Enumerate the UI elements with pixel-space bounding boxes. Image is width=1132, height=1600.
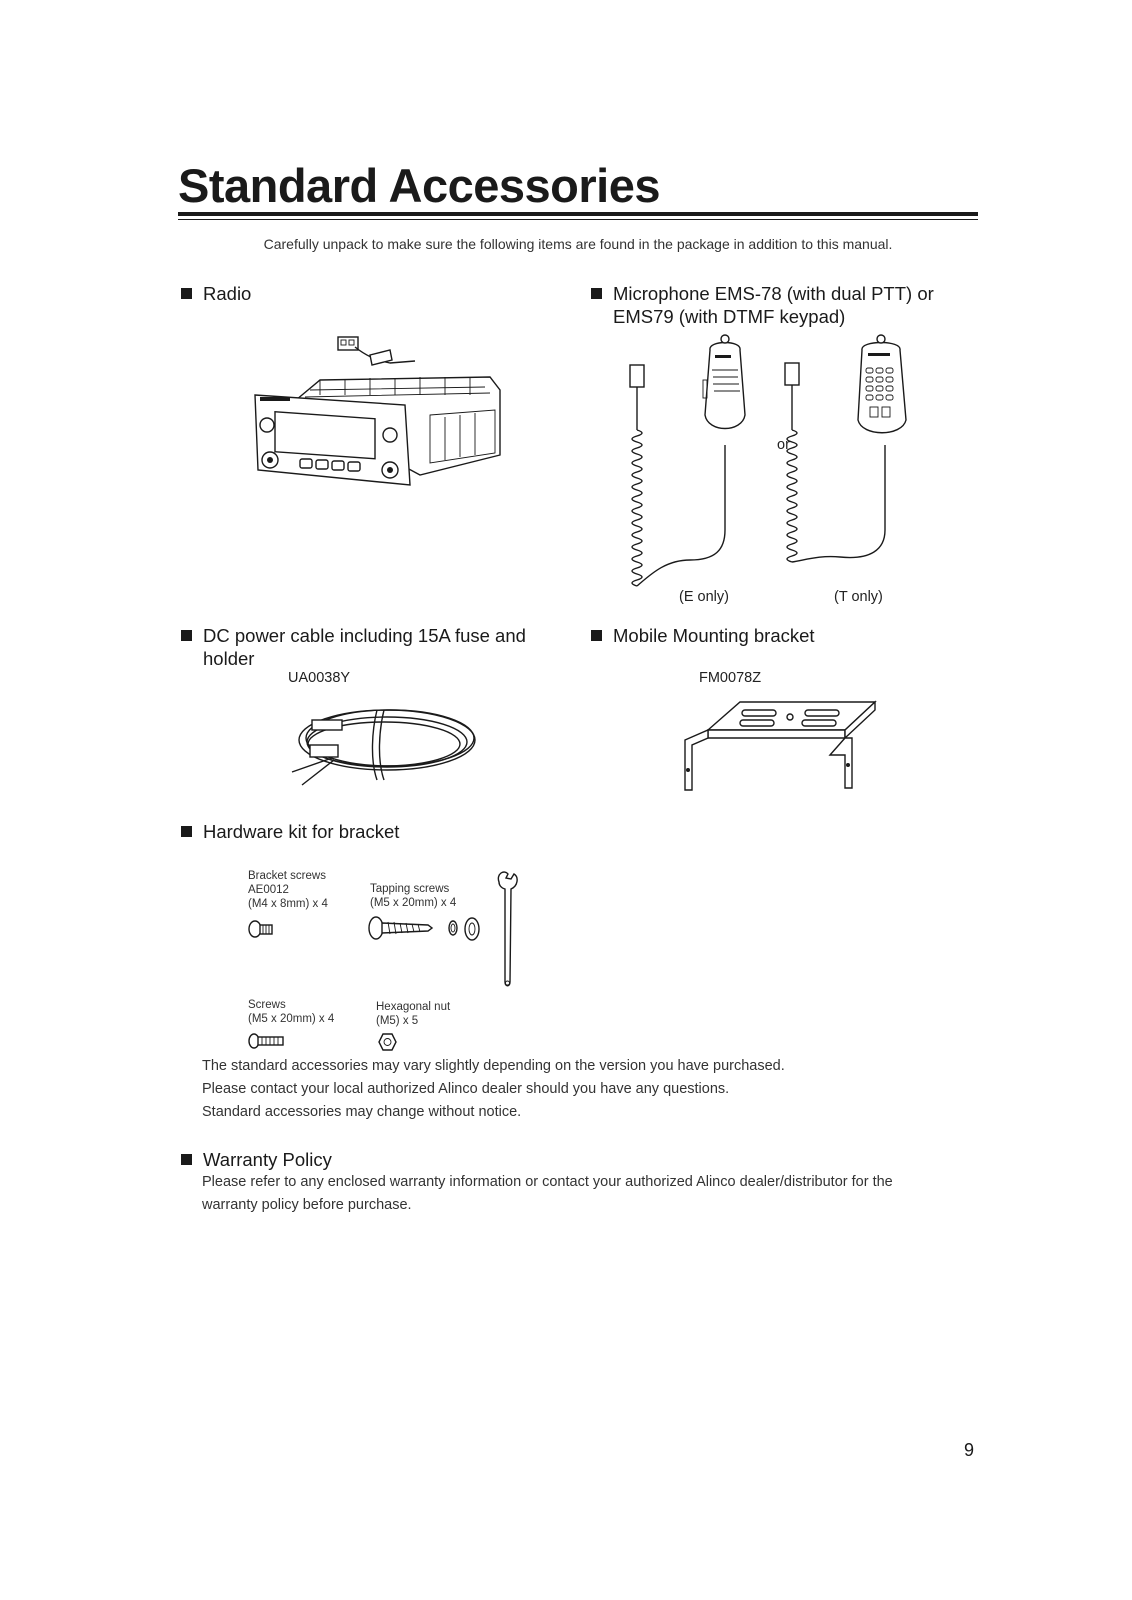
t-only-caption: (T only) (834, 589, 883, 605)
screws-line1: Screws (248, 999, 286, 1011)
title-rule-thick (178, 212, 978, 216)
dc-cable-heading (181, 624, 561, 670)
square-bullet-icon (591, 288, 602, 299)
square-bullet-icon (181, 1154, 192, 1165)
dc-cable-part-number: UA0038Y (288, 670, 351, 686)
tapping-screw-icon (368, 915, 488, 945)
page-number: 9 (964, 1440, 975, 1460)
notes-block (202, 1055, 982, 1124)
hardware-heading-text: Hardware kit for bracket (203, 821, 400, 842)
warranty-line-1: Please refer to any enclosed warranty information or contact your authorized Alinco dealer/distributor for the (202, 1174, 893, 1190)
warranty-line-2: warranty policy before purchase. (202, 1197, 412, 1213)
bracket-screws-line3: (M4 x 8mm) x 4 (248, 898, 328, 910)
note-line-2: Please contact your local authorized Alinco dealer should you have any questions. (202, 1081, 730, 1097)
bracket-screws-line1: Bracket screws (248, 870, 326, 882)
square-bullet-icon (181, 630, 192, 641)
warranty-heading (181, 1148, 561, 1171)
radio-heading-text: Radio (203, 283, 252, 304)
bracket-screws-line2: AE0012 (248, 884, 289, 896)
microphone-heading (591, 282, 981, 328)
square-bullet-icon (591, 630, 602, 641)
note-line-3: Standard accessories may change without notice. (202, 1104, 522, 1120)
dc-cable-illustration (292, 700, 482, 805)
hex-nut-line1: Hexagonal nut (376, 1001, 451, 1013)
coil-cord-left (632, 430, 725, 586)
intro-text: Carefully unpack to make sure the following items are found in the package in addition to this manual. (263, 236, 893, 252)
mounting-bracket-illustration (680, 700, 880, 805)
bracket-heading-text: Mobile Mounting bracket (613, 625, 815, 646)
hex-nut-line2: (M5) x 5 (376, 1015, 419, 1027)
or-label: or (777, 437, 790, 453)
tapping-screws-line2: (M5 x 20mm) x 4 (370, 897, 457, 909)
bracket-screw-icon (248, 920, 278, 940)
radio-heading (181, 282, 521, 305)
page-title: Standard Accessories (178, 159, 660, 212)
tapping-screws-line1: Tapping screws (370, 883, 450, 895)
screws-line2: (M5 x 20mm) x 4 (248, 1013, 335, 1025)
microphone-heading-text: Microphone EMS-78 (with dual PTT) or EMS79 (with DTMF keypad) (613, 283, 934, 327)
note-line-1: The standard accessories may vary slightly depending on the version you have purchased. (202, 1058, 785, 1074)
hardware-heading (181, 820, 561, 843)
bracket-part-number: FM0078Z (699, 670, 762, 686)
bracket-heading (591, 624, 981, 647)
microphone-illustration (630, 335, 930, 580)
tapping-screws-label (370, 882, 456, 910)
warranty-text (202, 1171, 982, 1217)
e-only-caption: (E only) (679, 589, 729, 605)
bracket-screws-label (248, 869, 328, 911)
hex-nut-icon (378, 1033, 398, 1053)
coil-cord-right (787, 430, 885, 562)
hex-nut-label (376, 1000, 450, 1028)
screw-icon (248, 1033, 288, 1051)
warranty-heading-text: Warranty Policy (203, 1149, 332, 1170)
screws-label (248, 998, 334, 1026)
title-rule-thin (178, 219, 978, 220)
dc-cable-heading-text: DC power cable including 15A fuse and holder (203, 625, 526, 669)
wrench-icon (496, 870, 521, 995)
radio-illustration (250, 335, 520, 505)
square-bullet-icon (181, 826, 192, 837)
square-bullet-icon (181, 288, 192, 299)
